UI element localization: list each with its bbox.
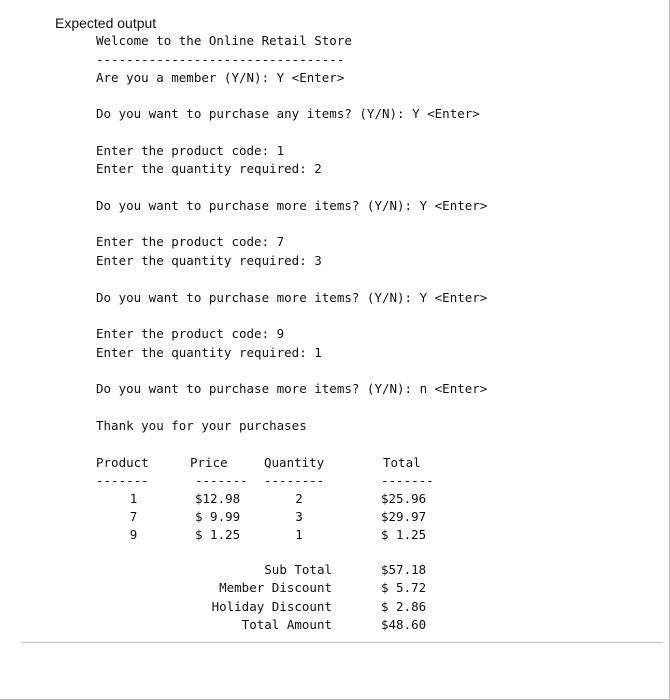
summary-label-total-amount: Total Amount bbox=[241, 617, 332, 632]
column-rule-price: ------- bbox=[195, 473, 248, 488]
purchase-prompt: Do you want to purchase any items? (Y/N): Y <Enter> bbox=[96, 106, 480, 121]
column-rule-total: ------- bbox=[381, 473, 434, 488]
table-cell-total: $29.97 bbox=[381, 509, 427, 524]
member-prompt: Are you a member (Y/N): Y <Enter> bbox=[96, 70, 345, 85]
table-cell-total: $25.96 bbox=[381, 491, 427, 506]
more-items-prompt: Do you want to purchase more items? (Y/N): Y <Enter> bbox=[96, 290, 488, 305]
summary-value-member-discount: $ 5.72 bbox=[381, 580, 427, 595]
table-cell-product: 7 bbox=[129, 509, 138, 524]
quantity-prompt: Enter the quantity required: 3 bbox=[96, 253, 322, 268]
quantity-prompt: Enter the quantity required: 1 bbox=[96, 345, 322, 360]
table-cell-quantity: 2 bbox=[295, 491, 303, 506]
column-header-quantity: Quantity bbox=[264, 455, 325, 470]
table-cell-price: $12.98 bbox=[195, 491, 241, 506]
table-cell-product: 9 bbox=[129, 527, 138, 542]
column-rule-product: ------- bbox=[96, 473, 149, 488]
table-cell-quantity: 3 bbox=[295, 509, 303, 524]
thank-you-line: Thank you for your purchases bbox=[96, 418, 307, 433]
table-cell-price: $ 1.25 bbox=[195, 527, 241, 542]
column-header-total: Total bbox=[383, 455, 421, 470]
quantity-prompt: Enter the quantity required: 2 bbox=[96, 161, 322, 176]
summary-value-total-amount: $48.60 bbox=[381, 617, 427, 632]
column-rule-quantity: -------- bbox=[264, 473, 325, 488]
summary-label-holiday-discount: Holiday Discount bbox=[211, 599, 332, 614]
table-cell-total: $ 1.25 bbox=[381, 527, 427, 542]
column-header-price: Price bbox=[190, 455, 228, 470]
more-items-prompt: Do you want to purchase more items? (Y/N): Y <Enter> bbox=[96, 198, 488, 213]
column-header-product: Product bbox=[96, 455, 149, 470]
summary-label-subtotal: Sub Total bbox=[264, 562, 332, 577]
product-code-prompt: Enter the product code: 7 bbox=[96, 234, 285, 249]
page-divider bbox=[22, 642, 662, 643]
product-code-prompt: Enter the product code: 9 bbox=[96, 326, 285, 341]
table-cell-product: 1 bbox=[129, 491, 138, 506]
product-code-prompt: Enter the product code: 1 bbox=[96, 143, 285, 158]
table-cell-quantity: 1 bbox=[295, 527, 303, 542]
welcome-rule: --------------------------------- bbox=[96, 52, 345, 67]
summary-label-member-discount: Member Discount bbox=[219, 580, 332, 595]
table-cell-price: $ 9.99 bbox=[195, 509, 241, 524]
summary-value-subtotal: $57.18 bbox=[381, 562, 427, 577]
more-items-prompt: Do you want to purchase more items? (Y/N): n <Enter> bbox=[96, 381, 488, 396]
summary-value-holiday-discount: $ 2.86 bbox=[381, 599, 427, 614]
page-heading: Expected output bbox=[55, 15, 157, 31]
welcome-line: Welcome to the Online Retail Store bbox=[96, 33, 352, 48]
